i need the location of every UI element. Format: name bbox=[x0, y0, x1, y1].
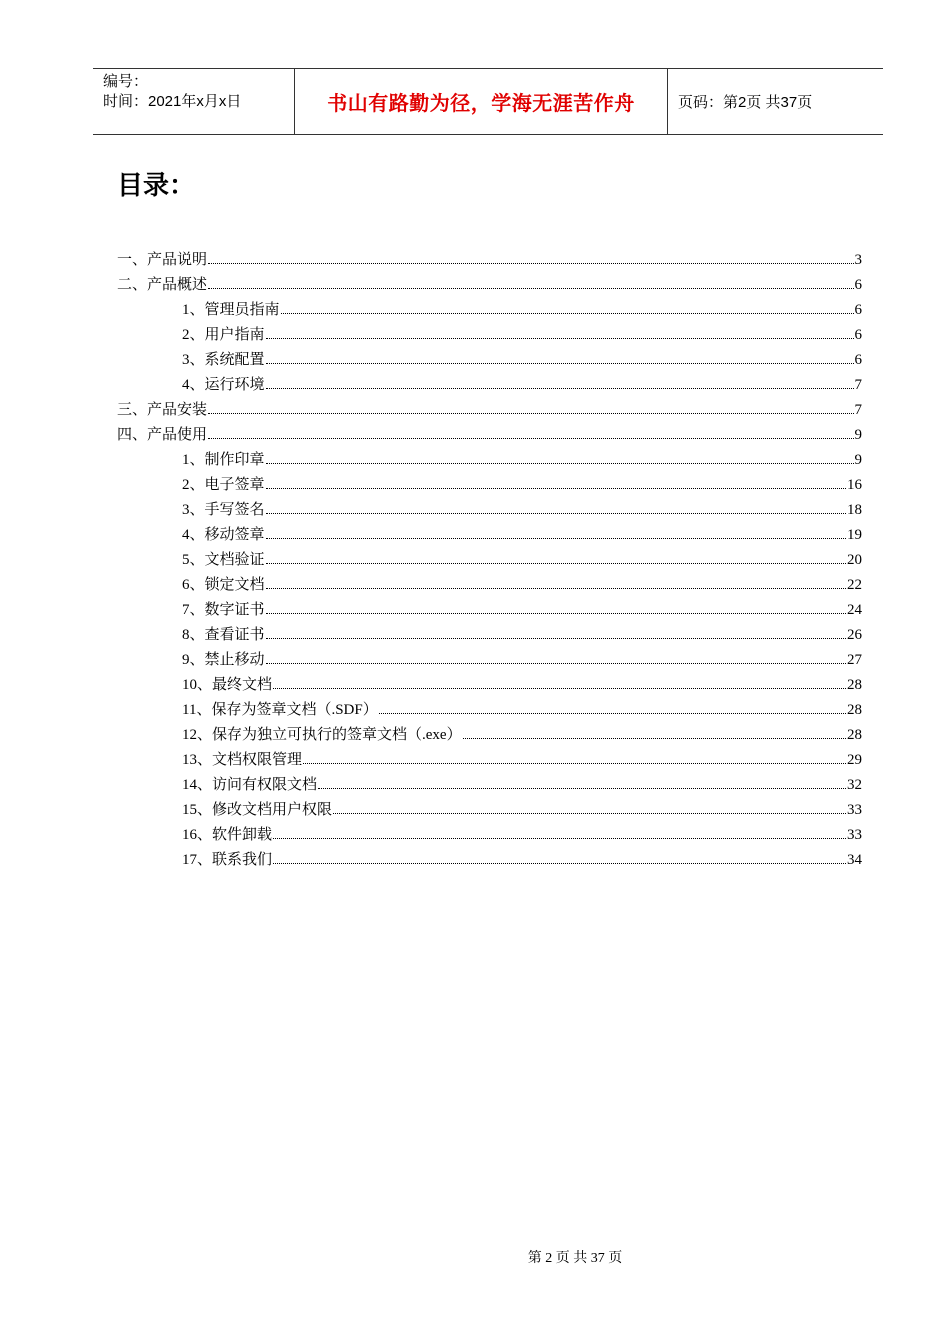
toc-entry[interactable] bbox=[117, 273, 862, 298]
toc-leader-dots bbox=[266, 387, 854, 389]
toc-entry[interactable] bbox=[117, 823, 862, 848]
toc-entry-page: 33 bbox=[847, 827, 862, 843]
toc-entry-page: 19 bbox=[847, 527, 862, 543]
toc-entry[interactable] bbox=[117, 473, 862, 498]
toc-leader-dots bbox=[303, 762, 846, 764]
toc-entry-page: 9 bbox=[854, 427, 862, 443]
toc-entry-page: 22 bbox=[847, 577, 862, 593]
toc-entry-page: 32 bbox=[847, 777, 862, 793]
toc-leader-dots bbox=[333, 812, 846, 814]
toc-leader-dots bbox=[208, 262, 853, 264]
toc-entry-page: 28 bbox=[847, 677, 862, 693]
toc-entry-title: 二、产品概述 bbox=[117, 277, 208, 293]
table-of-contents bbox=[117, 248, 862, 873]
toc-entry-page: 34 bbox=[847, 852, 862, 868]
toc-entry-title: 8、查看证书 bbox=[182, 627, 265, 643]
toc-entry-title: 14、访问有权限文档 bbox=[182, 777, 318, 793]
toc-entry-title: 10、最终文档 bbox=[182, 677, 273, 693]
toc-entry-title: 5、文档验证 bbox=[182, 552, 265, 568]
toc-entry-page: 28 bbox=[847, 702, 862, 718]
toc-entry-page: 20 bbox=[847, 552, 862, 568]
toc-entry[interactable] bbox=[117, 398, 862, 423]
toc-entry-title: 4、移动签章 bbox=[182, 527, 265, 543]
toc-entry[interactable] bbox=[117, 423, 862, 448]
toc-entry-page: 33 bbox=[847, 802, 862, 818]
header-page-info: 页码：第2页 共37页 bbox=[678, 94, 813, 111]
toc-leader-dots bbox=[266, 512, 846, 514]
toc-entry-page: 7 bbox=[854, 402, 862, 418]
toc-entry-title: 1、管理员指南 bbox=[182, 302, 280, 318]
toc-leader-dots bbox=[266, 537, 846, 539]
toc-entry-page: 28 bbox=[847, 727, 862, 743]
toc-entry[interactable] bbox=[117, 373, 862, 398]
toc-leader-dots bbox=[273, 862, 846, 864]
toc-leader-dots bbox=[463, 737, 846, 739]
toc-entry-title: 一、产品说明 bbox=[117, 252, 208, 268]
toc-leader-dots bbox=[266, 562, 846, 564]
toc-entry[interactable] bbox=[117, 673, 862, 698]
toc-leader-dots bbox=[281, 312, 854, 314]
toc-leader-dots bbox=[273, 687, 846, 689]
document-time: 时间：2021年x月x日 bbox=[103, 93, 242, 110]
toc-entry-page: 24 bbox=[847, 602, 862, 618]
toc-entry[interactable] bbox=[117, 573, 862, 598]
toc-entry-page: 27 bbox=[847, 652, 862, 668]
toc-entry-page: 18 bbox=[847, 502, 862, 518]
toc-leader-dots bbox=[318, 787, 846, 789]
toc-leader-dots bbox=[273, 837, 846, 839]
toc-leader-dots bbox=[266, 612, 846, 614]
toc-entry[interactable] bbox=[117, 773, 862, 798]
toc-entry-page: 16 bbox=[847, 477, 862, 493]
toc-entry[interactable] bbox=[117, 748, 862, 773]
toc-entry-page: 6 bbox=[854, 302, 862, 318]
toc-entry[interactable] bbox=[117, 298, 862, 323]
toc-entry-page: 9 bbox=[854, 452, 862, 468]
toc-entry[interactable] bbox=[117, 498, 862, 523]
toc-entry-title: 7、数字证书 bbox=[182, 602, 265, 618]
toc-entry-title: 16、软件卸载 bbox=[182, 827, 273, 843]
toc-entry-title: 1、制作印章 bbox=[182, 452, 265, 468]
toc-entry-title: 4、运行环境 bbox=[182, 377, 265, 393]
toc-leader-dots bbox=[266, 662, 846, 664]
toc-entry[interactable] bbox=[117, 323, 862, 348]
toc-entry[interactable] bbox=[117, 523, 862, 548]
toc-entry[interactable] bbox=[117, 348, 862, 373]
toc-entry-title: 13、文档权限管理 bbox=[182, 752, 303, 768]
toc-entry[interactable] bbox=[117, 848, 862, 873]
toc-leader-dots bbox=[266, 462, 854, 464]
header-motto: 书山有路勤为径，学海无涯苦作舟 bbox=[295, 69, 668, 134]
toc-entry-page: 6 bbox=[854, 327, 862, 343]
toc-leader-dots bbox=[266, 637, 846, 639]
toc-entry-title: 三、产品安装 bbox=[117, 402, 208, 418]
page-footer bbox=[0, 1247, 950, 1267]
toc-entry-page: 6 bbox=[854, 277, 862, 293]
toc-entry[interactable] bbox=[117, 548, 862, 573]
toc-entry-title: 17、联系我们 bbox=[182, 852, 273, 868]
toc-entry[interactable] bbox=[117, 248, 862, 273]
toc-entry[interactable] bbox=[117, 648, 862, 673]
toc-entry-page: 29 bbox=[847, 752, 862, 768]
toc-leader-dots bbox=[208, 437, 853, 439]
toc-entry-title: 15、修改文档用户权限 bbox=[182, 802, 333, 818]
toc-leader-dots bbox=[266, 362, 854, 364]
toc-entry-title: 12、保存为独立可执行的签章文档（.exe） bbox=[182, 727, 462, 743]
toc-entry-title: 2、用户指南 bbox=[182, 327, 265, 343]
toc-leader-dots bbox=[266, 487, 846, 489]
footer-page-number: 第 2 页 共 37 页 bbox=[527, 1251, 623, 1266]
toc-entry-title: 9、禁止移动 bbox=[182, 652, 265, 668]
toc-leader-dots bbox=[379, 712, 846, 714]
document-number-label: 编号： bbox=[103, 73, 149, 90]
toc-leader-dots bbox=[266, 337, 854, 339]
header-meta bbox=[93, 69, 295, 134]
toc-title: 目录： bbox=[117, 171, 196, 201]
toc-entry[interactable] bbox=[117, 798, 862, 823]
toc-entry-title: 11、保存为签章文档（.SDF） bbox=[182, 702, 378, 718]
toc-entry-title: 四、产品使用 bbox=[117, 427, 208, 443]
toc-entry-title: 6、锁定文档 bbox=[182, 577, 265, 593]
toc-leader-dots bbox=[208, 412, 853, 414]
toc-entry[interactable] bbox=[117, 448, 862, 473]
toc-entry-title: 3、系统配置 bbox=[182, 352, 265, 368]
toc-entry-page: 7 bbox=[854, 377, 862, 393]
toc-leader-dots bbox=[266, 587, 846, 589]
toc-entry-title: 3、手写签名 bbox=[182, 502, 265, 518]
toc-leader-dots bbox=[208, 287, 853, 289]
toc-entry-title: 2、电子签章 bbox=[182, 477, 265, 493]
toc-entry-page: 26 bbox=[847, 627, 862, 643]
toc-entry[interactable] bbox=[117, 698, 862, 723]
toc-entry[interactable] bbox=[117, 598, 862, 623]
page-header bbox=[93, 68, 883, 135]
toc-entry-page: 6 bbox=[854, 352, 862, 368]
toc-entry[interactable] bbox=[117, 623, 862, 648]
toc-entry[interactable] bbox=[117, 723, 862, 748]
toc-entry-page: 3 bbox=[854, 252, 862, 268]
